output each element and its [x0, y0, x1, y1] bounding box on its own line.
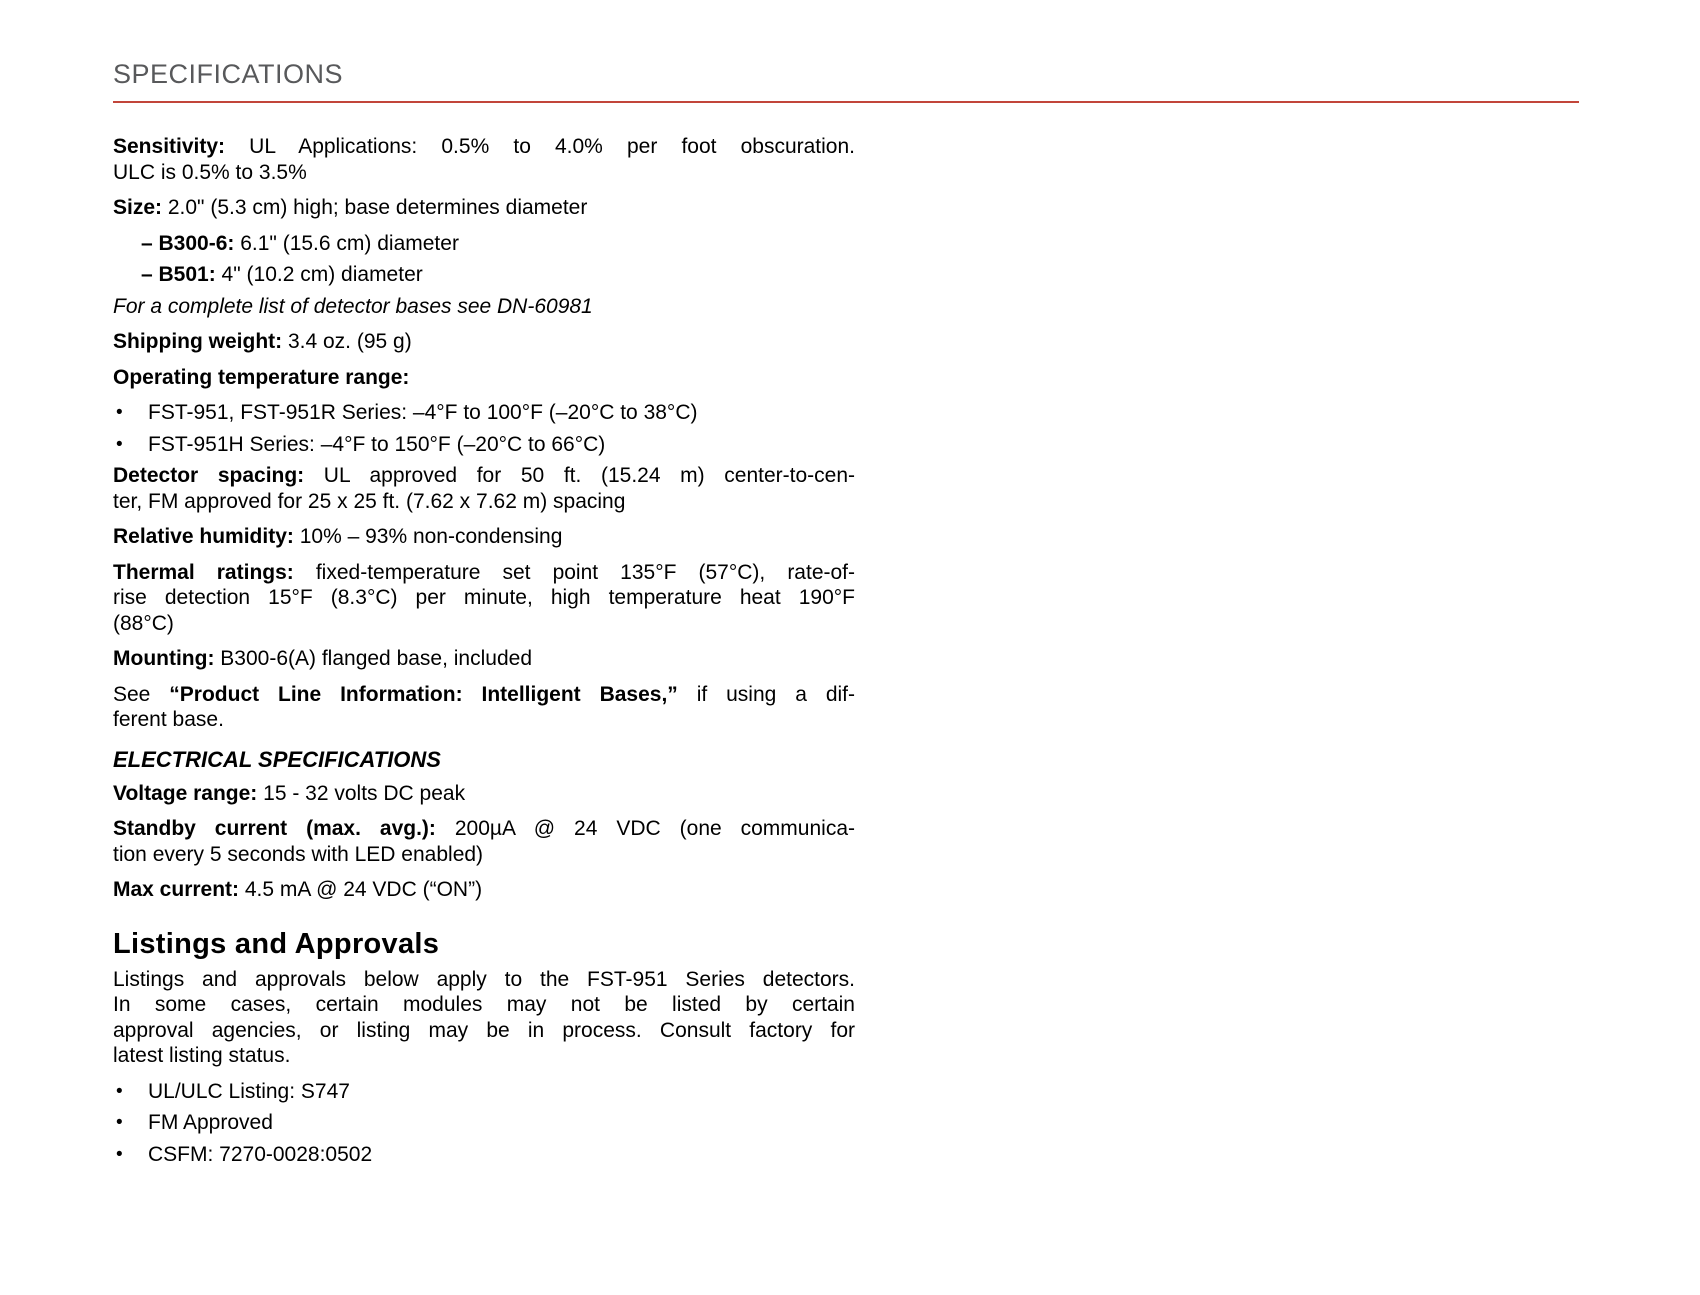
title-rule-divider: [113, 101, 1579, 103]
bullet-icon: •: [116, 433, 123, 455]
text-line: tion every 5 seconds with LED enabled): [113, 842, 484, 866]
text-line: Listings and approvals below apply to the FST-951 Series detectors.: [113, 967, 855, 991]
text-line: Relative humidity: 10% – 93% non-condensing: [113, 525, 563, 548]
intelligent-bases-reference: [113, 682, 855, 733]
voltage-range-spec: [113, 781, 855, 807]
text-line: – B501: 4" (10.2 cm) diameter: [141, 263, 423, 286]
csfm-item: [113, 1142, 855, 1168]
text-line: latest listing status.: [113, 1044, 291, 1067]
shipping-weight-spec: [113, 329, 855, 355]
bullet-icon: •: [116, 1143, 123, 1165]
relative-humidity-spec: [113, 524, 855, 550]
text-line: Sensitivity: UL Applications: 0.5% to 4.0% per foot obscuration.: [113, 135, 855, 158]
thermal-ratings-spec: [113, 560, 855, 637]
detector-bases-note: [113, 294, 855, 320]
text-line: approval agencies, or listing may be in process. Consult factory for: [113, 1018, 855, 1042]
specs-blocks: [113, 134, 855, 1167]
fm-approved-item: [113, 1110, 855, 1136]
document-header: [113, 60, 1579, 103]
text-line: Voltage range: 15 - 32 volts DC peak: [113, 781, 466, 805]
text-line: ter, FM approved for 25 x 25 ft. (7.62 x 7.62 m) spacing: [113, 489, 626, 513]
operating-temperature-label: [113, 365, 855, 391]
text-line: UL/ULC Listing: S747: [148, 1079, 350, 1103]
text-line: ferent base.: [113, 708, 224, 731]
text-line: ULC is 0.5% to 3.5%: [113, 160, 307, 184]
ul-ulc-listing-item: [113, 1079, 855, 1105]
max-current-spec: [113, 877, 855, 903]
text-line: CSFM: 7270-0028:0502: [148, 1142, 373, 1166]
bullet-icon: •: [116, 1080, 123, 1102]
text-line: FM Approved: [148, 1111, 273, 1134]
text-line: Detector spacing: UL approved for 50 ft. (15.24 m) center-to-cen-: [113, 464, 855, 487]
text-line: FST-951H Series: –4°F to 150°F (–20°C to 66°C): [148, 432, 606, 456]
text-line: – B300-6: 6.1" (15.6 cm) diameter: [141, 231, 459, 255]
text-line: Operating temperature range:: [113, 365, 410, 389]
text-line: Size: 2.0" (5.3 cm) high; base determines diameter: [113, 196, 588, 219]
text-line: Shipping weight: 3.4 oz. (95 g): [113, 330, 412, 353]
text-line: Standby current (max. avg.): 200µA @ 24 VDC (one communica-: [113, 817, 855, 840]
temp-range-fst951-item: [113, 400, 855, 426]
temp-range-fst951h-item: [113, 432, 855, 458]
bullet-icon: •: [116, 1112, 123, 1133]
listings-approvals-heading: Listings and Approvals: [113, 927, 440, 960]
text-line: Thermal ratings: fixed-temperature set point 135°F (57°C), rate-of-: [113, 560, 855, 584]
specs-content: [113, 134, 855, 1173]
standby-current-spec: [113, 816, 855, 867]
mounting-spec: [113, 646, 855, 672]
bullet-icon: •: [116, 402, 123, 423]
text-line: Max current: 4.5 mA @ 24 VDC (“ON”): [113, 878, 483, 901]
text-line: For a complete list of detector bases see DN-60981: [113, 294, 593, 318]
base-b501-item: [113, 262, 855, 288]
text-line: (88°C): [113, 611, 174, 635]
page-title: SPECIFICATIONS: [113, 59, 344, 89]
sensitivity-spec: [113, 134, 855, 185]
size-spec: [113, 195, 855, 221]
text-line: rise detection 15°F (8.3°C) per minute, high temperature heat 190°F: [113, 586, 855, 609]
text-line: In some cases, certain modules may not be listed by certain: [113, 993, 855, 1016]
text-line: Mounting: B300-6(A) flanged base, included: [113, 647, 532, 670]
text-line: FST-951, FST-951R Series: –4°F to 100°F (–20°C to 38°C): [148, 401, 698, 424]
detector-spacing-spec: [113, 463, 855, 514]
electrical-specifications-heading: ELECTRICAL SPECIFICATIONS: [113, 746, 441, 772]
listings-approvals-intro: [113, 967, 855, 1069]
base-b300-6-item: [113, 231, 855, 257]
text-line: See “Product Line Information: Intelligent Bases,” if using a dif-: [113, 682, 855, 706]
